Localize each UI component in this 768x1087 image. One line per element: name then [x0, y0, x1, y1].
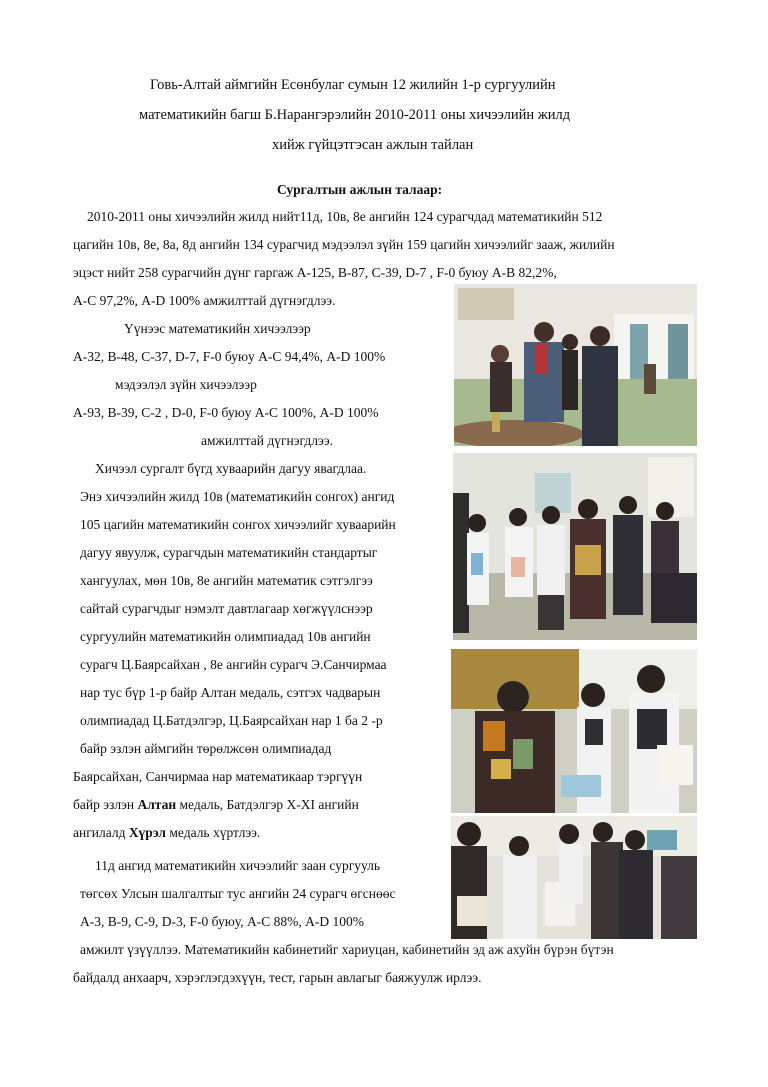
photo-students-with-medals [453, 453, 697, 640]
paragraph-3-line-9: олимпиадад Ц.Батдэлгэр, Ц.Баярсайхан нар 1 ба 2 -р [80, 713, 383, 728]
paragraph-4-line-1: 11д ангид математикийн хичээлийг заан сургууль [95, 858, 381, 873]
paragraph-3-gold-line: байр эзлэн Алтан медаль, Батдэлгэр Х-ХI ангийн [73, 797, 359, 812]
paragraph-4-line-4: амжилт үзүүллээ. Математикийн кабинетийг хариуцан, кабинетийн эд аж ахуйн бүрэн бүтэн [80, 942, 614, 957]
paragraph-4-line-3: А-3, В-9, С-9, D-3, F-0 буюу, А-С 88%, А-D 100% [80, 914, 364, 929]
paragraph-3-line-5: сайтай сурагчдыг нэмэлт давтлагаар хөгжүүлснээр [80, 601, 373, 616]
paragraph-3-line-8: нар тус бүр 1-р байр Алтан медаль, сэтгэх чадварын [80, 685, 381, 700]
paragraph-1-line-1: 2010-2011 оны хичээлийн жилд нийт11д, 10в, 8е ангийн 124 сурагчдад математикийн 512 [87, 209, 603, 224]
paragraph-1-line-4: А-С 97,2%, А-D 100% амжилттай дүгнэгдлээ. [73, 293, 336, 308]
subheading-math: Үүнээс математикийн хичээлээр [124, 321, 311, 336]
subheading-it: мэдээлэл зүйн хичээлээр [115, 377, 257, 392]
paragraph-3-line-10: байр эзлэн аймгийн төрөлжсөн олимпиадад [80, 741, 332, 756]
paragraph-3-bronze-line: ангилалд Хүрэл медаль хүртлээ. [73, 825, 261, 840]
paragraph-3-line-7: сурагч Ц.Баярсайхан , 8е ангийн сурагч Э.Санчирмаа [80, 657, 387, 672]
it-conclusion: амжилттай дүгнэгдлээ. [201, 433, 333, 448]
report-title-line-1: Говь-Алтай аймгийн Есөнбулаг сумын 12 жилийн 1-р сургуулийн [150, 77, 556, 93]
section-heading: Сургалтын ажлын талаар: [277, 182, 443, 197]
paragraph-1-line-2: цагийн 10в, 8е, 8а, 8д ангийн 134 сурагчид мэдээлэл зүйн 159 цагийн хичээлийг зааж, жилийн [73, 237, 615, 252]
math-results: А-32, В-48, С-37, D-7, F-0 буюу А-С 94,4%, А-D 100% [73, 349, 386, 364]
photo-award-ceremony [454, 284, 697, 446]
paragraph-3-line-6: сургуулийн математикийн олимпиадад 10в ангийн [80, 629, 371, 644]
paragraph-3-line-4: хангуулах, мөн 10в, 8е ангийн математик сэтгэлгээ [80, 573, 373, 588]
paragraph-4-line-5: байдалд анхаарч, хэрэглэгдэхүүн, тест, гарын авлагыг баяжуулж ирлээ. [73, 970, 482, 985]
photo-certificates [451, 816, 697, 939]
photo-medal-presentation [451, 649, 697, 813]
paragraph-3-line-2: 105 цагийн математикийн сонгох хичээлийг хуваарийн [80, 517, 396, 532]
paragraph-3-line-11: Баярсайхан, Санчирмаа нар математикаар тэргүүн [73, 769, 363, 784]
report-title-line-2: математикийн багш Б.Нарангэрэлийн 2010-2011 оны хичээлийн жилд [139, 107, 571, 123]
report-title-line-3: хийж гүйцэтгэсан ажлын тайлан [272, 137, 474, 153]
paragraph-1-line-3: эцэст нийт 258 сурагчийн дүнг гаргаж А-125, В-87, С-39, D-7 , F-0 буюу А-В 82,2%, [73, 265, 557, 280]
paragraph-2-lead: Хичээл сургалт бүгд хуваарийн дагуу явагдлаа. [95, 461, 367, 476]
it-results: А-93, В-39, С-2 , D-0, F-0 буюу А-С 100%, А-D 100% [73, 405, 379, 420]
paragraph-3-line-3: дагуу явуулж, сурагчдын математикийн стандартыг [80, 545, 378, 560]
paragraph-3-line-1: Энэ хичээлийн жилд 10в (математикийн сонгох) ангид [80, 489, 395, 504]
paragraph-4-line-2: төгсөх Улсын шалгалтыг тус ангийн 24 сурагч өгснөөс [80, 886, 396, 901]
